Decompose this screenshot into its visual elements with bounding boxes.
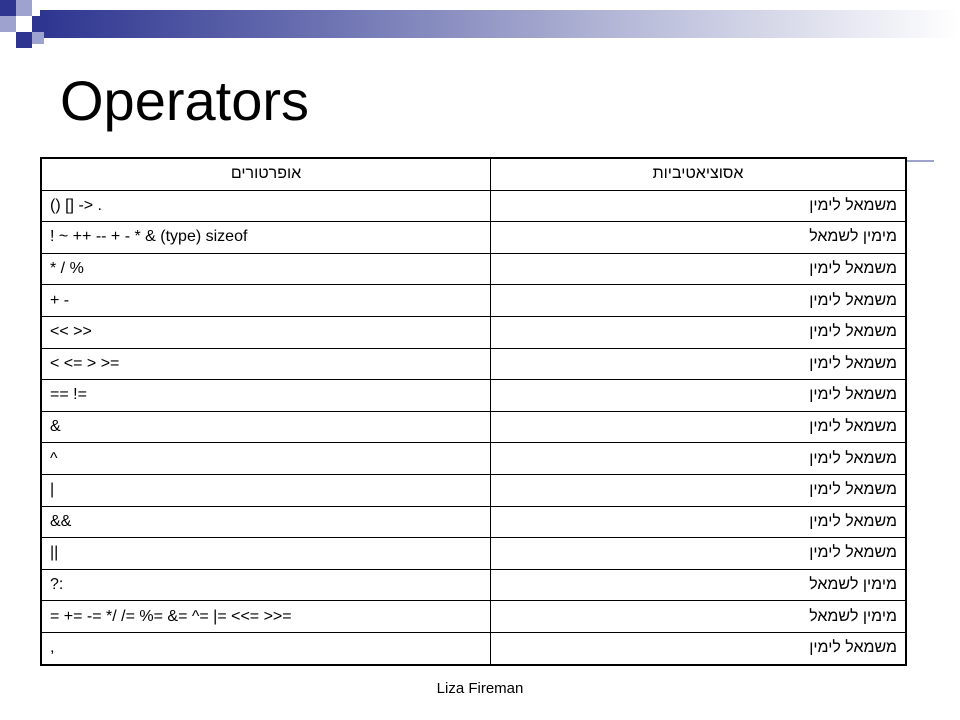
table-row (41, 601, 906, 633)
header-associativity: אסוציאטיביות (491, 158, 907, 190)
associativity-cell: משמאל לימין (491, 632, 907, 664)
associativity-cell: מימין לשמאל (491, 601, 907, 633)
table-row (41, 632, 906, 664)
associativity-cell: משמאל לימין (491, 443, 907, 475)
title-underline (906, 160, 934, 162)
table-row (41, 506, 906, 538)
table-header-row (41, 158, 906, 190)
table-row (41, 380, 906, 412)
associativity-cell: משמאל לימין (491, 538, 907, 570)
associativity-cell: משמאל לימין (491, 474, 907, 506)
associativity-cell: משמאל לימין (491, 348, 907, 380)
operators-cell: == != (41, 380, 491, 412)
table-row (41, 316, 906, 348)
header-operators: אופרטורים (41, 158, 491, 190)
operators-cell: && (41, 506, 491, 538)
operators-cell: + - (41, 285, 491, 317)
operators-cell: , (41, 632, 491, 664)
operators-cell: || (41, 538, 491, 570)
operators-cell: << >> (41, 316, 491, 348)
operators-table (40, 157, 907, 666)
associativity-cell: משמאל לימין (491, 285, 907, 317)
associativity-cell: משמאל לימין (491, 190, 907, 222)
table-row (41, 538, 906, 570)
associativity-cell: משמאל לימין (491, 316, 907, 348)
header-gradient-bar (40, 10, 960, 38)
operators-cell: & (41, 411, 491, 443)
table-row (41, 222, 906, 254)
operators-cell: () [] -> . (41, 190, 491, 222)
footer-author: Liza Fireman (436, 680, 524, 697)
associativity-cell: משמאל לימין (491, 411, 907, 443)
operators-cell: = += -= */ /= %= &= ^= |= <<= >>= (41, 601, 491, 633)
table-row (41, 285, 906, 317)
operators-cell: ! ~ ++ -- + - * & (type) sizeof (41, 222, 491, 254)
operators-cell: | (41, 474, 491, 506)
associativity-cell: מימין לשמאל (491, 569, 907, 601)
operators-cell: ^ (41, 443, 491, 475)
operators-cell: * / % (41, 253, 491, 285)
table-row (41, 474, 906, 506)
operators-cell: ?: (41, 569, 491, 601)
slide-title: Operators (60, 69, 309, 132)
associativity-cell: מימין לשמאל (491, 222, 907, 254)
associativity-cell: משמאל לימין (491, 506, 907, 538)
associativity-cell: משמאל לימין (491, 253, 907, 285)
table-row (41, 348, 906, 380)
operators-cell: < <= > >= (41, 348, 491, 380)
table-row (41, 443, 906, 475)
table-row (41, 569, 906, 601)
associativity-cell: משמאל לימין (491, 380, 907, 412)
table-row (41, 190, 906, 222)
table-row (41, 253, 906, 285)
table-row (41, 411, 906, 443)
